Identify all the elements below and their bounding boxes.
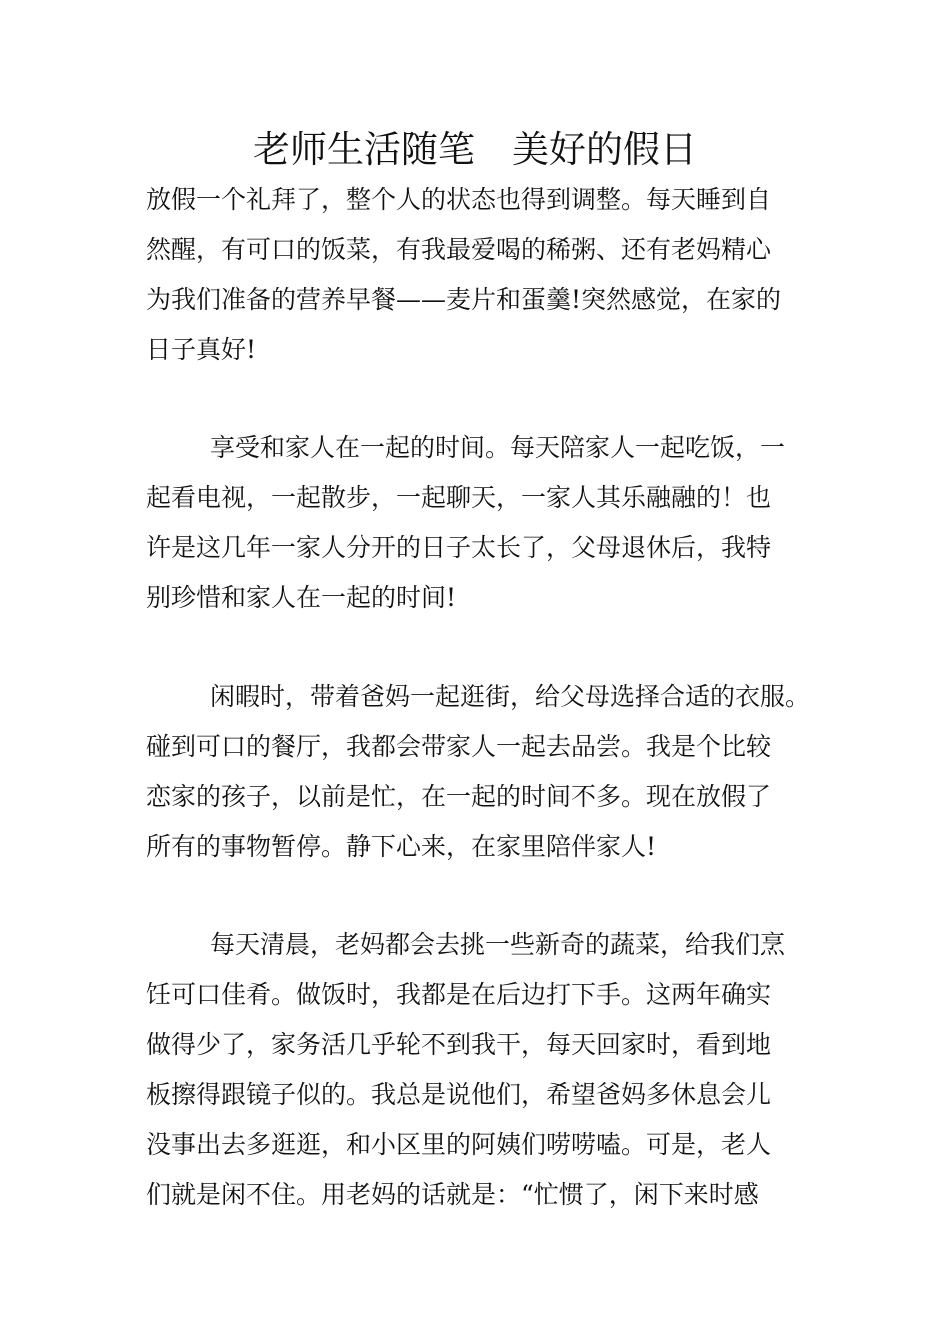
paragraph-4-line-2: 饪可口佳肴。做饭时，我都是在后边打下手。这两年确实 [146, 980, 772, 1009]
paragraph-1-line-3: 为我们准备的营养早餐——麦片和蛋羹!突然感觉，在家的 [146, 285, 782, 314]
paragraph-3-line-4: 所有的事物暂停。静下心来，在家里陪伴家人! [146, 832, 657, 861]
document-title: 老师生活随笔 美好的假日 [253, 128, 697, 171]
paragraph-2-line-4: 别珍惜和家人在一起的时间! [146, 583, 457, 612]
paragraph-2-line-1: 享受和家人在一起的时间。每天陪家人一起吃饭，一 [210, 433, 786, 462]
paragraph-4-line-5: 没事出去多逛逛，和小区里的阿姨们唠唠嗑。可是，老人 [146, 1130, 772, 1159]
paragraph-3-line-2: 碰到可口的餐厅，我都会带家人一起去品尝。我是个比较 [146, 732, 772, 761]
paragraph-4-line-6: 们就是闲不住。用老妈的话就是：“忙惯了，闲下来时感 [146, 1180, 759, 1209]
paragraph-1-line-1: 放假一个礼拜了，整个人的状态也得到调整。每天睡到自 [146, 185, 772, 214]
paragraph-1-line-2: 然醒，有可口的饭菜，有我最爱喝的稀粥、还有老妈精心 [146, 235, 772, 264]
paragraph-4-line-1: 每天清晨，老妈都会去挑一些新奇的蔬菜，给我们烹 [210, 930, 786, 959]
paragraph-3-line-1: 闲暇时，带着爸妈一起逛街，给父母选择合适的衣服。 [210, 682, 811, 711]
paragraph-3-line-3: 恋家的孩子，以前是忙，在一起的时间不多。现在放假了 [146, 782, 772, 811]
paragraph-2-line-3: 许是这几年一家人分开的日子太长了，父母退休后，我特 [146, 533, 772, 562]
paragraph-4-line-3: 做得少了，家务活几乎轮不到我干，每天回家时，看到地 [146, 1030, 772, 1059]
paragraph-1-line-4: 日子真好! [146, 335, 257, 364]
paragraph-2-line-2: 起看电视，一起散步，一起聊天，一家人其乐融融的！也 [146, 483, 772, 512]
paragraph-4-line-4: 板擦得跟镜子似的。我总是说他们，希望爸妈多休息会儿 [146, 1080, 772, 1109]
